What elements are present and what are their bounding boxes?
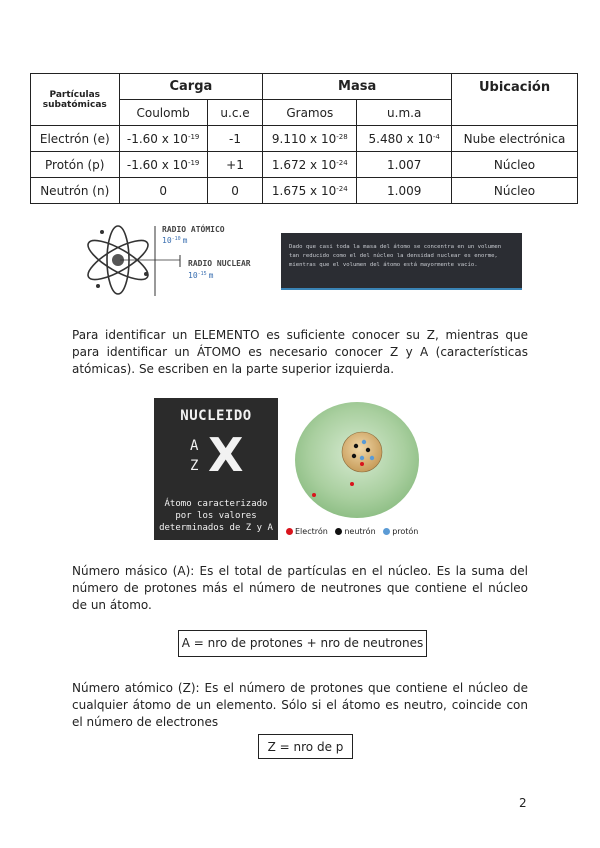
cell-location: Nube electrónica <box>452 126 578 152</box>
page-number: 2 <box>519 796 527 810</box>
radio-atomico-value: $10^{-10}$ m <box>162 236 188 245</box>
header-location: Ubicación <box>452 74 578 126</box>
cell-uce: +1 <box>207 152 262 178</box>
cell-location: Núcleo <box>452 178 578 204</box>
formula-atomic-number: Z = nro de p <box>258 734 353 759</box>
subheader-uce: u.c.e <box>207 100 262 126</box>
legend-proton: protón <box>383 527 418 536</box>
cell-coulomb: -1.60 x $10^{-19}$ <box>119 126 207 152</box>
nucleido-a: A <box>190 438 199 454</box>
legend-neutron: neutrón <box>335 527 375 536</box>
cell-grams: 1.675 x $10^{-24}$ <box>263 178 357 204</box>
subheader-coulomb: Coulomb <box>119 100 207 126</box>
cell-grams: 9.110 x $10^{-28}$ <box>263 126 357 152</box>
cell-uma: 5.480 x $10^{-4}$ <box>357 126 452 152</box>
nucleido-z: Z <box>190 458 199 474</box>
subheader-uma: u.m.a <box>357 100 452 126</box>
table-row <box>31 178 578 204</box>
radio-nuclear-value: $10^{-15}$ m <box>188 271 214 280</box>
paragraph-mass-number: Número másico (A): Es el total de partículas en el núcleo. Es la suma del número de protones más el número de neutrones que contiene el núcleo de un átomo. <box>72 564 528 612</box>
nucleido-box <box>154 398 278 540</box>
cell-particle: Neutrón (n) <box>31 178 120 204</box>
cell-grams: 1.672 x $10^{-24}$ <box>263 152 357 178</box>
cell-coulomb: 0 <box>119 178 207 204</box>
legend-electron: Electrón <box>286 527 328 536</box>
header-charge: Carga <box>119 74 263 100</box>
paragraph-atomic-number: Número atómico (Z): Es el número de protones que contiene el núcleo de cualquier átomo de un elemento. Sólo si el átomo es neutro, coincide con el número de electrones <box>72 681 528 729</box>
density-caption-box: Dado que casi toda la masa del átomo se concentra en un volumen tan reducido como el del núcleo la densidad nuclear es enorme, mientras que el volumen del átomo está mayormente vacío. <box>281 233 522 290</box>
cell-uma: 1.007 <box>357 152 452 178</box>
neutron-dot-icon <box>335 528 342 535</box>
cell-uce: -1 <box>207 126 262 152</box>
table-row <box>31 152 578 178</box>
nucleido-description: Átomo caracterizado por los valores determinados de Z y A <box>159 499 273 533</box>
radio-nuclear-label: RADIO NUCLEAR <box>188 259 251 268</box>
cell-uce: 0 <box>207 178 262 204</box>
header-particles: Partículas subatómicas <box>31 74 120 126</box>
formula-mass-number: A = nro de protones + nro de neutrones <box>178 630 427 657</box>
particles-table <box>30 73 578 204</box>
proton-dot-icon <box>383 528 390 535</box>
cell-particle: Electrón (e) <box>31 126 120 152</box>
header-mass: Masa <box>263 74 452 100</box>
paragraph-element-atom: Para identificar un ELEMENTO es suficiente conocer su Z, mientras que para identificar un ÁTOMO es necesario conocer Z y A (características atómicas). Se escriben en la parte superior izquierda. <box>72 328 528 376</box>
particle-legend <box>286 527 423 537</box>
cell-uma: 1.009 <box>357 178 452 204</box>
cell-location: Núcleo <box>452 152 578 178</box>
subheader-grams: Gramos <box>263 100 357 126</box>
atom-structure-illustration <box>292 400 422 524</box>
table-row <box>31 126 578 152</box>
cell-particle: Protón (p) <box>31 152 120 178</box>
atom-radius-illustration <box>80 222 260 300</box>
nucleido-title: NUCLEIDO <box>180 408 252 424</box>
radio-atomico-label: RADIO ATÓMICO <box>162 225 225 234</box>
cell-coulomb: -1.60 x $10^{-19}$ <box>119 152 207 178</box>
nucleido-x: X <box>208 428 244 482</box>
electron-dot-icon <box>286 528 293 535</box>
